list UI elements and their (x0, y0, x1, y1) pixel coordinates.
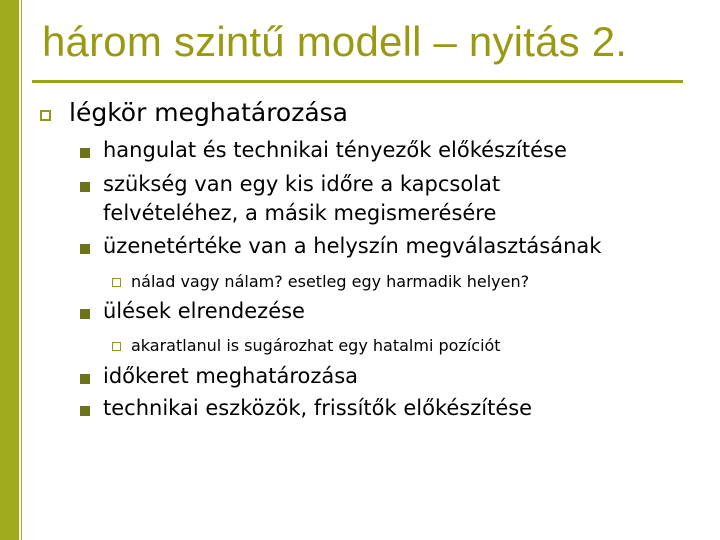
slide-title: három szintű modell – nyitás 2. (42, 18, 628, 65)
filled-square-icon (80, 406, 90, 416)
bullet-szukseg-line1: szükség van egy kis időre a kapcsolat (103, 172, 501, 196)
hollow-square-icon (40, 110, 51, 121)
bullet-uzenetertek: üzenetértéke van a helyszín megválasztásának (103, 234, 602, 258)
bullet-szukseg-line2: felvételéhez, a másik megismerésére (103, 201, 497, 225)
filled-square-icon (80, 182, 90, 192)
bullet-ulesek: ülések elrendezése (103, 299, 305, 323)
left-accent-line (21, 0, 22, 540)
hollow-square-icon (112, 342, 121, 351)
filled-square-icon (80, 148, 90, 158)
filled-square-icon (80, 309, 90, 319)
bullet-technikai: technikai eszközök, frissítők előkészítése (103, 396, 533, 420)
bullet-idokeret: időkeret meghatározása (103, 364, 359, 388)
bullet-akaratlanul: akaratlanul is sugározhat egy hatalmi pozíciót (131, 336, 501, 355)
title-divider (32, 80, 683, 83)
bullet-nalad: nálad vagy nálam? esetleg egy harmadik helyen? (131, 272, 530, 291)
hollow-square-icon (112, 278, 121, 287)
filled-square-icon (80, 374, 90, 384)
bullet-hangulat: hangulat és technikai tényezők előkészítése (103, 138, 567, 162)
filled-square-icon (80, 244, 90, 254)
bullet-legkor: légkör meghatározása (69, 98, 349, 127)
left-accent-bar (0, 0, 19, 540)
